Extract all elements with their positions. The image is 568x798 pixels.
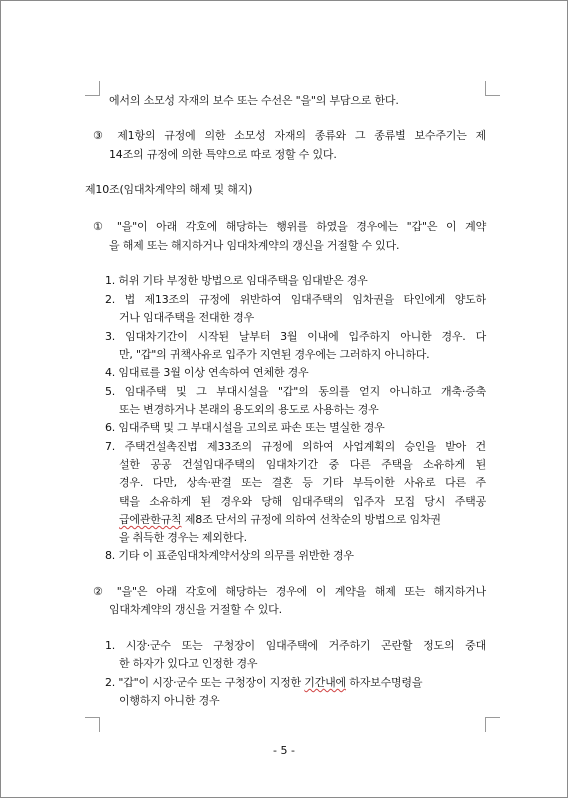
text-line: ② "을"은 아래 각호에 해당하는 경우에 이 계약을 해제 또는 해지하거나 (93, 585, 486, 598)
list-item: 택을 소유하게 된 경우와 당해 임대주택의 입주자 모집 당시 주택공 (119, 495, 486, 508)
text-line: 임대차계약의 갱신을 거절할 수 있다. (109, 603, 282, 616)
list-item: 4. 임대료를 3월 이상 연속하여 연체한 경우 (105, 366, 309, 379)
list-item: 한 하자가 있다고 인정한 경우 (119, 657, 258, 670)
page-number: - 5 - (273, 744, 295, 757)
text-line: ③ 제1항의 규정에 의한 소모성 자재의 종류와 그 종류별 보수주기는 제 (93, 129, 486, 142)
list-item: 5. 임대주택 및 그 부대시설을 "갑"의 동의를 얻지 아니하고 개축·증축 (105, 385, 486, 398)
list-item: 7. 주택건설촉진법 제33조의 규정에 의하여 사업계획의 승인을 받아 건 (105, 440, 486, 453)
list-item: 8. 기타 이 표준임대차계약서상의 의무를 위반한 경우 (105, 549, 354, 562)
article-heading: 제10조(임대차계약의 해제 및 해지) (85, 183, 253, 196)
list-item: 3. 임대차기간이 시작된 날부터 3월 이내에 입주하지 아니한 경우. 다 (105, 330, 486, 343)
text-fragment: 2. "갑"이 시장·군수 또는 구청장이 지정한 (105, 676, 305, 689)
list-item: 1. 시장·군수 또는 구청장이 임대주택에 거주하기 곤란할 정도의 중대 (105, 639, 486, 652)
list-item: 2. 법 제13조의 규정에 위반하여 임대주택의 임차권을 타인에게 양도하 (105, 293, 486, 306)
crop-mark-bottom-left (85, 717, 100, 732)
list-item: 또는 변경하거나 본래의 용도외의 용도로 사용하는 경우 (119, 403, 379, 416)
list-item: 거나 임대주택을 전대한 경우 (119, 311, 255, 324)
list-item: 1. 허위 기타 부정한 방법으로 임대주택을 임대받은 경우 (105, 274, 368, 287)
text-fragment: 제8조 단서의 규정에 의하여 선착순의 방법으로 임차권 (181, 513, 441, 526)
list-item: 설한 공공 건설임대주택의 임대차기간 중 다른 주택을 소유하게 된 (119, 458, 486, 471)
list-item: 을 취득한 경우는 제외한다. (119, 531, 247, 544)
list-item: 6. 임대주택 및 그 부대시설을 고의로 파손 또는 멸실한 경우 (105, 421, 385, 434)
list-item: 이행하지 아니한 경우 (119, 694, 220, 707)
list-item (105, 676, 422, 690)
text-fragment: 하자보수명령을 (346, 676, 423, 689)
text-line: 14조의 규정에 의한 특약으로 따로 정할 수 있다. (109, 148, 337, 161)
list-item: 경우. 다만, 상속·판결 또는 결혼 등 기타 부득이한 사유로 다른 주 (119, 476, 486, 489)
text-line: 에서의 소모성 자재의 보수 또는 수선은 "을"의 부담으로 한다. (109, 94, 399, 107)
text-line: 을 해제 또는 해지하거나 임대차계약의 갱신을 거절할 수 있다. (109, 239, 400, 252)
spellcheck-underlined-text: 급에관한규칙 (119, 513, 182, 526)
list-item: 만, "갑"의 귀책사유로 입주가 지연된 경우에는 그러하지 아니하다. (119, 348, 430, 361)
list-item (119, 513, 441, 527)
crop-mark-top-left (85, 81, 100, 96)
crop-mark-bottom-right (485, 717, 500, 732)
crop-mark-top-right (485, 81, 500, 96)
spellcheck-underlined-text: 기간내에 (304, 676, 346, 689)
text-line: ① "을"이 아래 각호에 해당하는 행위를 하였을 경우에는 "갑"은 이 계약 (93, 220, 486, 233)
